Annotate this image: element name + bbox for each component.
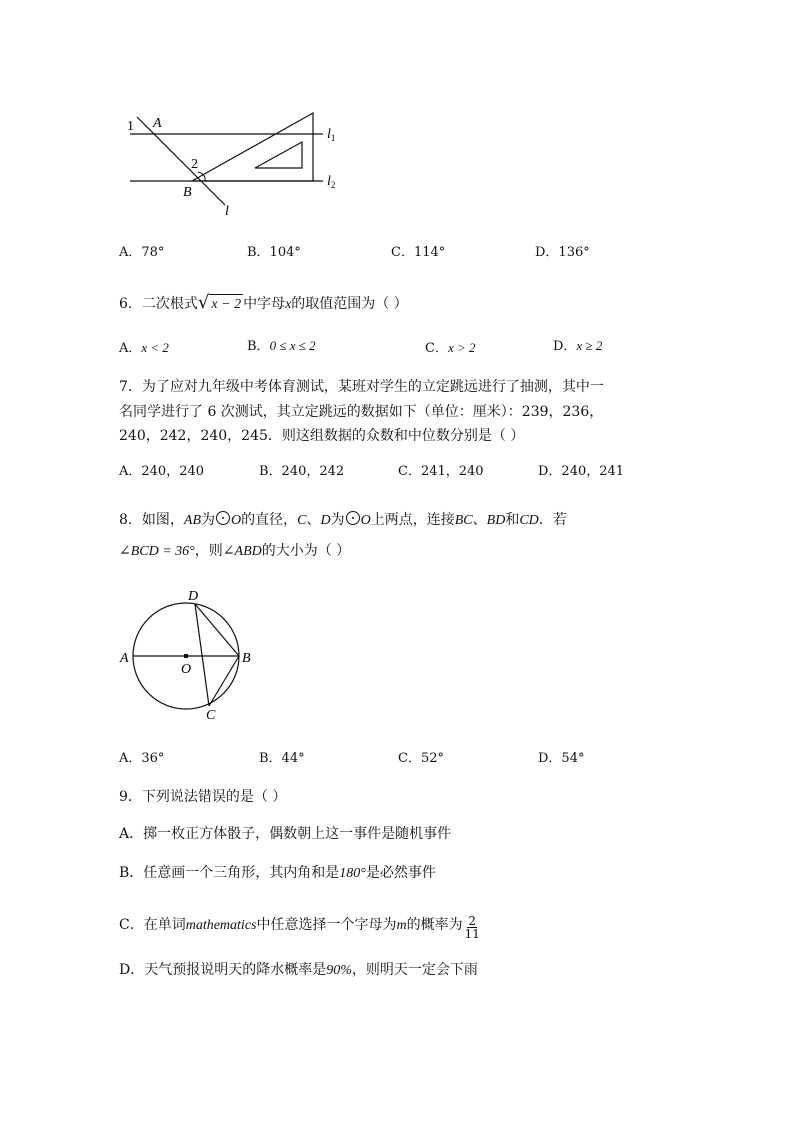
chord-dc [195, 604, 209, 706]
label-O: O [181, 662, 192, 677]
q6-middle: 中字母 [243, 296, 286, 312]
circle-figure [115, 585, 265, 725]
circle-dot-icon [346, 511, 360, 525]
q5-option-c: C．114° [391, 245, 446, 260]
q9-option-c: C．在单词mathematics中任意选择一个字母为m的概率为 $\frac{2}{11}$ [119, 914, 480, 941]
center-point [184, 654, 188, 658]
label-C: C [206, 708, 216, 723]
label-l1: $l_1$ [327, 127, 336, 143]
q6-stem [119, 293, 408, 315]
q9-option-d: D．天气预报说明天的降水概率是90%，则明天一定会下雨 [119, 962, 478, 978]
label-l: l [225, 204, 229, 219]
radical-sign: √ [197, 292, 210, 313]
q6-radicand: x − 2 [209, 294, 243, 315]
circle-dot-icon [216, 511, 230, 525]
q5-option-a: A．78° [119, 245, 165, 260]
q8-option-c: C．52° [398, 751, 444, 766]
label-1: 1 [127, 119, 134, 134]
triangle-ruler [192, 113, 313, 181]
q7-option-d: D．240，241 [538, 464, 625, 479]
q7-option-b: B．240，242 [259, 464, 345, 479]
q9-option-b: B．任意画一个三角形，其内角和是180°是必然事件 [119, 865, 436, 881]
q8-option-b: B．44° [259, 751, 305, 766]
label-2: 2 [191, 157, 198, 172]
q7-line-2: 名同学进行了 6 次测试，其立定跳远的数据如下（单位：厘米）：239，236， [119, 404, 604, 420]
triangle-ruler-inner [255, 142, 302, 168]
q6-var: x [285, 297, 292, 312]
fraction: $\frac{2}{11}$ [464, 914, 480, 941]
label-l2: $l_2$ [327, 174, 336, 190]
q6-prefix: 6．二次根式 [119, 296, 198, 312]
q7-option-c: C．241，240 [398, 464, 484, 479]
q6-option-d: D．x ≥ 2 [553, 338, 603, 354]
q7-option-a: A．240，240 [119, 464, 205, 479]
label-D: D [188, 589, 199, 604]
q5-option-d: D．136° [535, 245, 590, 260]
q6-suffix: 的取值范围为（ ） [291, 296, 408, 312]
q5-option-b: B．104° [247, 245, 301, 260]
chord-bc [209, 656, 239, 706]
transversal-l [137, 117, 225, 205]
q7-line-3: 240，242，240，245．则这组数据的众数和中位数分别是（ ） [119, 428, 525, 444]
q7-line-1: 7．为了应对九年级中考体育测试，某班对学生的立定跳远进行了抽测，其中一 [119, 379, 604, 395]
q8-stem-line-1: 8．如图，AB为 O的直径，C、D为 O上两点，连接BC、BD和CD．若 [119, 512, 567, 528]
label-A: A [153, 116, 162, 131]
q8-stem-line-2: ∠BCD = 36°，则∠ABD的大小为（ ） [119, 543, 351, 559]
q6-option-a: A．x < 2 [119, 340, 169, 356]
q9-option-a: A．掷一枚正方体骰子，偶数朝上这一事件是随机事件 [119, 826, 452, 842]
label-B: B [242, 651, 251, 666]
q6-option-b: B．0 ≤ x ≤ 2 [247, 338, 316, 354]
q6-option-c: C．x > 2 [425, 340, 476, 356]
q8-option-d: D．54° [538, 751, 585, 766]
label-A: A [120, 651, 129, 666]
q9-stem: 9．下列说法错误的是（ ） [119, 789, 287, 805]
label-B: B [183, 185, 192, 200]
q8-option-a: A．36° [119, 751, 165, 766]
parallel-lines-figure [115, 105, 355, 220]
